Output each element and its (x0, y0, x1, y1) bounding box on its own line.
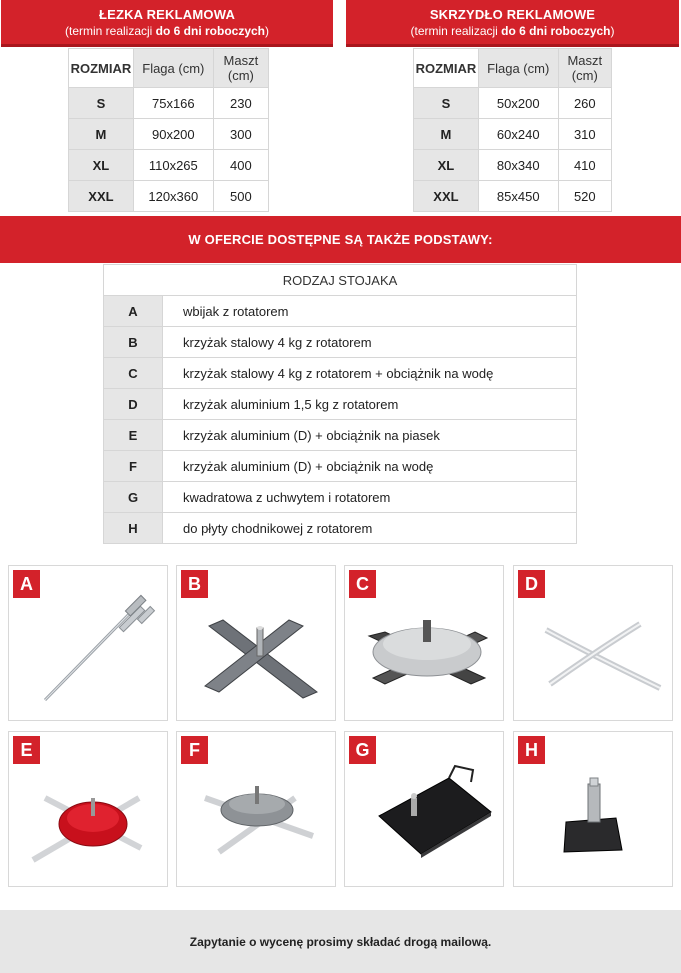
stand-code: E (104, 420, 163, 451)
size-cell: S (69, 88, 134, 119)
column-header-size: ROZMIAR (69, 49, 134, 88)
mast-cell: 230 (213, 88, 268, 119)
photo-tile-g (344, 731, 504, 887)
left-size-table (68, 48, 269, 212)
table-row (69, 88, 269, 119)
stands-banner: W OFERCIE DOSTĘPNE SĄ TAKŻE PODSTAWY: (0, 216, 681, 263)
left-product-subtitle: (termin realizacji do 6 dni roboczych) (64, 24, 270, 38)
column-header-flag: Flaga (cm) (133, 49, 213, 88)
stand-description: wbijak z rotatorem (163, 296, 577, 327)
stand-code: C (104, 358, 163, 389)
table-row (414, 181, 612, 212)
stand-code: A (104, 296, 163, 327)
stand-description: krzyżak stalowy 4 kg z rotatorem (163, 327, 577, 358)
photo-badge: H (518, 736, 545, 764)
column-header-mast: Maszt (cm) (213, 49, 268, 88)
stand-code: G (104, 482, 163, 513)
table-row (104, 358, 577, 389)
mast-cell: 520 (558, 181, 611, 212)
mast-cell: 260 (558, 88, 611, 119)
photo-tile-a (8, 565, 168, 721)
flag-cell: 50x200 (478, 88, 558, 119)
table-row (104, 296, 577, 327)
table-row (69, 150, 269, 181)
photo-tile-b (176, 565, 336, 721)
photo-badge: D (518, 570, 545, 598)
flag-cell: 60x240 (478, 119, 558, 150)
table-row (104, 451, 577, 482)
stand-description: do płyty chodnikowej z rotatorem (163, 513, 577, 544)
stand-description: kwadratowa z uchwytem i rotatorem (163, 482, 577, 513)
left-product-title: ŁEZKA REKLAMOWA (98, 7, 236, 22)
table-row (69, 119, 269, 150)
table-row (104, 482, 577, 513)
photo-badge: B (181, 570, 208, 598)
table-row (414, 88, 612, 119)
stands-table (103, 264, 577, 544)
stand-description: krzyżak aluminium (D) + obciążnik na wodę (163, 451, 577, 482)
column-header-mast: Maszt (cm) (558, 49, 611, 88)
mast-cell: 410 (558, 150, 611, 181)
table-header-row (69, 49, 269, 88)
table-header-row (414, 49, 612, 88)
size-cell: S (414, 88, 479, 119)
left-product-header (1, 0, 333, 47)
right-product-header (346, 0, 679, 47)
column-header-size: ROZMIAR (414, 49, 479, 88)
flag-cell: 90x200 (133, 119, 213, 150)
flag-cell: 80x340 (478, 150, 558, 181)
table-row (104, 420, 577, 451)
size-cell: XXL (414, 181, 479, 212)
size-cell: XL (69, 150, 134, 181)
flag-cell: 75x166 (133, 88, 213, 119)
table-row (104, 389, 577, 420)
photo-badge: A (13, 570, 40, 598)
mast-cell: 400 (213, 150, 268, 181)
flag-cell: 120x360 (133, 181, 213, 212)
photo-tile-f (176, 731, 336, 887)
photo-tile-e (8, 731, 168, 887)
size-cell: XXL (69, 181, 134, 212)
right-product-title: SKRZYDŁO REKLAMOWE (429, 7, 596, 22)
stand-description: krzyżak stalowy 4 kg z rotatorem + obciążnik na wodę (163, 358, 577, 389)
size-cell: XL (414, 150, 479, 181)
photo-tile-c (344, 565, 504, 721)
table-row (104, 513, 577, 544)
stand-code: F (104, 451, 163, 482)
table-row (104, 327, 577, 358)
stand-code: H (104, 513, 163, 544)
flag-cell: 85x450 (478, 181, 558, 212)
photo-badge: E (13, 736, 40, 764)
photo-tile-h (513, 731, 673, 887)
stand-description: krzyżak aluminium 1,5 kg z rotatorem (163, 389, 577, 420)
right-size-table (413, 48, 612, 212)
stands-table-header: RODZAJ STOJAKA (104, 265, 577, 296)
photo-badge: G (349, 736, 376, 764)
stand-code: D (104, 389, 163, 420)
mast-cell: 500 (213, 181, 268, 212)
size-cell: M (414, 119, 479, 150)
size-cell: M (69, 119, 134, 150)
photo-tile-d (513, 565, 673, 721)
photo-badge: C (349, 570, 376, 598)
table-row (414, 119, 612, 150)
table-row (69, 181, 269, 212)
photo-badge: F (181, 736, 208, 764)
footer-note: Zapytanie o wycenę prosimy składać drogą mailową. (0, 910, 681, 973)
stand-code: B (104, 327, 163, 358)
stand-description: krzyżak aluminium (D) + obciążnik na piasek (163, 420, 577, 451)
flag-cell: 110x265 (133, 150, 213, 181)
table-header-row (104, 265, 577, 296)
mast-cell: 310 (558, 119, 611, 150)
mast-cell: 300 (213, 119, 268, 150)
column-header-flag: Flaga (cm) (478, 49, 558, 88)
table-row (414, 150, 612, 181)
right-product-subtitle: (termin realizacji do 6 dni roboczych) (410, 24, 615, 38)
